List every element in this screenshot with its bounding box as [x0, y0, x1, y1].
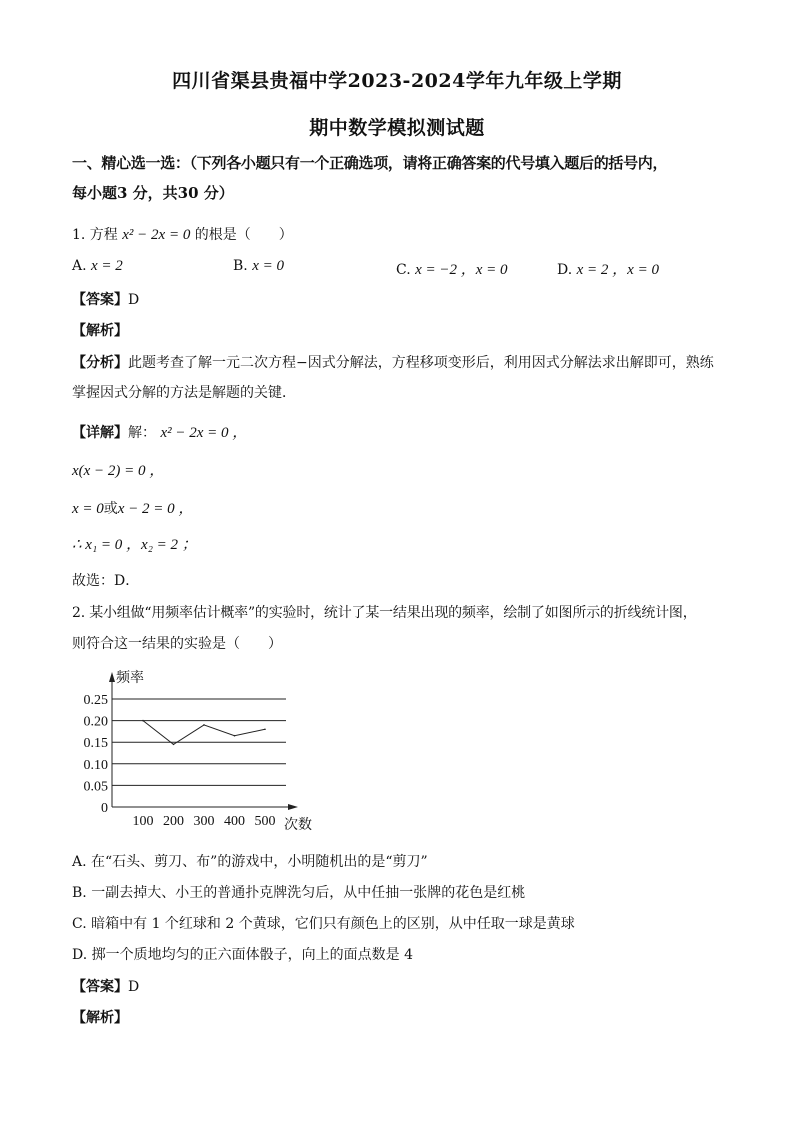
q1-analysis-tag: 【解析】: [72, 323, 128, 339]
q1-stem: [72, 224, 293, 244]
data-point: [173, 744, 175, 746]
q1-stem-tail: 的根是（ ）: [194, 227, 293, 243]
frequency-line-chart: [72, 660, 332, 836]
x-axis-arrow: [288, 804, 298, 810]
option-text: 掷一个质地均匀的正六面体骰子，向上的面点数是 4: [91, 947, 413, 963]
solution-step-2: x(x − 2) = 0 ，: [72, 463, 165, 479]
y-axis-label: 频率: [116, 671, 144, 686]
q2-option-c: [72, 913, 575, 933]
xiangjie-pre: 解：: [128, 425, 156, 441]
y-tick-label: 0.25: [83, 693, 108, 708]
q2-option-a: [72, 851, 428, 871]
q2-analysis-tag: 【解析】: [72, 1010, 128, 1026]
option-text: x = 2: [91, 258, 123, 274]
y-tick-label: 0.10: [83, 757, 108, 773]
fenxi-tag: 【分析】: [72, 355, 128, 371]
option-label: C.: [396, 262, 411, 278]
doc-title-line2: 期中数学模拟测试题: [309, 117, 485, 139]
y-tick-label: 0: [101, 801, 108, 816]
step3-or: 或: [103, 501, 118, 517]
option-label: D.: [72, 947, 88, 963]
option-label: B.: [72, 885, 87, 901]
q1-option-b: [233, 258, 284, 275]
x-tick-label: 500: [254, 814, 276, 829]
section-heading-line1: 一、精心选一选：（下列各小题只有一个正确选项，请将正确答案的代号填入题后的括号内，: [72, 154, 668, 172]
y-tick-label: 0.05: [83, 779, 108, 795]
q2-option-b: [72, 882, 525, 902]
q2-answer: [72, 976, 139, 996]
q1-fenxi-line2: 掌握因式分解的方法是解题的关键．: [72, 385, 296, 401]
q1-option-c: [396, 258, 508, 279]
doc-title-line1: 四川省渠县贵福中学2023-2024学年九年级上学期: [172, 70, 622, 92]
q1-option-a: [72, 258, 123, 275]
q1-option-d: [557, 258, 659, 279]
xiangjie-tag: 【详解】: [72, 425, 128, 441]
option-text: x = 2 ，x = 0: [576, 262, 659, 278]
q2-option-d: [72, 944, 413, 964]
solution-step-3: [72, 497, 193, 518]
data-point: [203, 724, 205, 726]
section-heading-line2: 每小题3 分，共30 分）: [72, 184, 234, 202]
answer-value: D: [128, 292, 140, 308]
solution-step-1: x² − 2x = 0 ，: [160, 425, 248, 441]
step3-left: x = 0: [72, 501, 104, 517]
q1-number: 1. 方程: [72, 227, 118, 243]
q2-stem-line2: 则符合这一结果的实验是（ ）: [72, 636, 282, 652]
y-tick-label: 0.15: [83, 736, 108, 752]
section-heading: [72, 148, 742, 208]
x-axis-label: 次数: [284, 818, 312, 833]
answer-value: D: [128, 979, 140, 995]
q1-fenxi-line1: [72, 352, 714, 372]
data-point: [234, 735, 236, 737]
option-label: A.: [72, 258, 87, 274]
option-text: 在“石头、剪刀、布”的游戏中，小明随机出的是“剪刀”: [91, 854, 428, 870]
x-tick-label: 400: [224, 814, 245, 829]
x-tick-label: 200: [163, 814, 184, 829]
x-tick-label: 300: [193, 814, 215, 829]
option-label: A.: [72, 854, 87, 870]
option-text: 暗箱中有 1 个红球和 2 个黄球，它们只有颜色上的区别，从中任取一球是黄球: [91, 916, 575, 932]
chart-layer: [84, 670, 313, 833]
option-label: B.: [233, 258, 248, 274]
q1-xiangjie: [72, 421, 247, 442]
data-point: [264, 728, 266, 730]
option-label: D.: [557, 262, 573, 278]
option-text: 一副去掉大、小王的普通扑克牌洗匀后，从中任抽一张牌的花色是红桃: [91, 885, 526, 901]
y-tick-label: 0.20: [83, 714, 108, 730]
answer-tag: 【答案】: [72, 979, 128, 995]
data-point: [142, 720, 144, 722]
y-axis-arrow: [109, 672, 115, 682]
q2-stem-line1: 2. 某小组做“用频率估计概率”的实验时，统计了某一结果出现的频率，绘制了如图所示的折线统计图，: [72, 605, 697, 621]
option-text: x = 0: [252, 258, 284, 274]
x-tick-label: 100: [132, 814, 154, 829]
step3-right: x − 2 = 0 ，: [117, 501, 194, 517]
q1-equation: x² − 2x = 0: [122, 227, 191, 243]
option-text: x = −2 ，x = 0: [415, 262, 508, 278]
option-label: C.: [72, 916, 87, 932]
solution-step-4: ∴ x₁ = 0 ，x₂ = 2 ；: [72, 537, 197, 553]
q1-choose: 故选：D．: [72, 573, 140, 589]
answer-tag: 【答案】: [72, 292, 128, 308]
fenxi-text: 此题考查了解一元二次方程−因式分解法，方程移项变形后，利用因式分解法求出解即可，熟练: [128, 355, 714, 371]
q1-answer: [72, 289, 139, 309]
